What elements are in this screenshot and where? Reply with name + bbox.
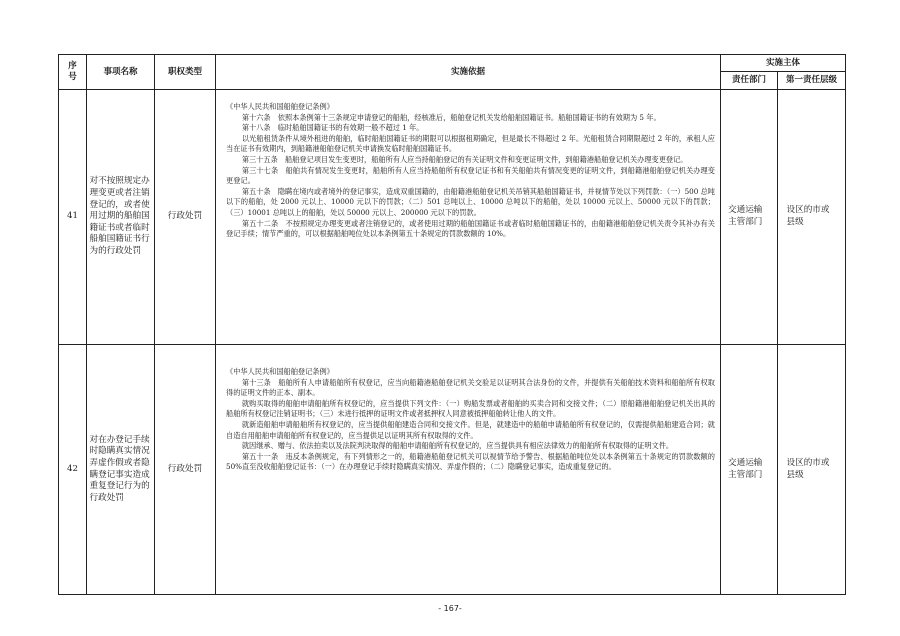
item-name-text: 对在办登记手续时隐瞒真实情况弄虚作假或者隐瞒登记事实造成重复登记行为的行政处罚 — [89, 434, 150, 503]
basis-clause: 就因继承、赠与、依法拍卖以及法院判决取得的船舶申请船舶所有权登记的，应当提供具有相应法律效力的船舶所有权取得的证明文件。 — [241, 441, 674, 451]
row-level — [778, 90, 846, 345]
row-item-name — [87, 345, 155, 595]
item-name-text: 对不按照规定办理变更或者注销登记的，或者使用过期的船舶国籍证书或者临时船舶国籍证书行为的行政处罚 — [89, 176, 150, 256]
basis-text — [226, 345, 715, 473]
page-number: - 167- — [438, 604, 462, 613]
header-dept: 责任部门 — [721, 72, 778, 90]
basis-clause: 第十六条 依照本条例第十三条规定申请登记的船舶，经核准后，船舶登记机关发给船舶国籍证书。船舶国籍证书的有效期为 5 年。 — [241, 112, 661, 122]
row-dept — [721, 345, 778, 595]
basis-clause: 第三十五条 船舶登记项目发生变更时，船舶所有人应当持船舶登记的有关证明文件和变更证明文件，到船籍港船舶登记机关办理变更登记。 — [241, 154, 688, 164]
basis-clause: 第五十二条 不按照规定办理变更或者注销登记的，或者使用过期的船舶国籍证书或者临时船舶国籍证书的，由船籍港船舶登记机关责令其补办有关登记手续；情节严重的，可以根据船舶吨位处以本条例第五十条规定的罚款数额的 10%。 — [226, 218, 715, 239]
law-title: 《中华人民共和国船舶登记条例》 — [226, 102, 334, 111]
row-dept — [721, 90, 778, 345]
header-subject: 实施主体 — [721, 55, 846, 72]
level-text: 设区的市或县级 — [786, 457, 830, 480]
basis-clause: 第五十一条 违反本条例规定，有下列情形之一的，船籍港船舶登记机关可以视情节给予警告、根据船舶吨位处以本条例第五十条规定的罚款数额的 50%直至没收船舶登记证书：（一）在办理登记手续时隐瞒真实情况、弄虚作假的；（二）隐瞒登记事实，造成重复登记的。 — [226, 451, 715, 472]
dept-text: 交通运输主管部门 — [728, 205, 763, 227]
row-basis — [216, 345, 721, 595]
header-level: 第一责任层级 — [778, 72, 846, 90]
basis-clause: 就新造船舶申请船舶所有权登记的，应当提供船舶建造合同和交接文件。但是，就建造中的船舶申请船舶所有权登记的，仅需提供船舶建造合同；就自造自用船舶申请船舶所有权登记的，应当提供足以证明其所有权取得的文件。 — [226, 419, 715, 440]
basis-clause: 就购买取得的船舶申请船舶所有权登记的，应当提供下列文件：（一）购船发票或者船舶的买卖合同和交接文件；（二）原船籍港船舶登记机关出具的船舶所有权登记注销证明书；（三）未进行抵押的证明文件或者抵押权人同意被抵押船舶转让他人的文件。 — [226, 398, 715, 419]
row-authority-type: 行政处罚 — [155, 345, 216, 595]
table-row — [59, 345, 846, 595]
basis-clause: 第五十条 隐瞒在境内或者境外的登记事实，造成双重国籍的，由船籍港船舶登记机关吊销其船舶国籍证书，并视情节处以下列罚款：（一）500 总吨以下的船舶，处 2000 元以上、10000 元以下的罚款；（二）501 总吨以上、10000 总吨以下的船舶，处以 10000 元以上、50000 元以下的罚款；（三）10001 总吨以上的船舶，处以 50000 元以上、200000 元以下的罚款。 — [226, 186, 715, 217]
row-no: 41 — [59, 90, 87, 345]
row-basis — [216, 90, 721, 345]
basis-clause: 第十三条 船舶所有人申请船舶所有权登记，应当向船籍港船舶登记机关交验足以证明其合法身份的文件，并提供有关船舶技术资料和船舶所有权取得的证明文件的正本、副本。 — [226, 377, 715, 398]
header-basis: 实施依据 — [216, 55, 721, 90]
basis-clause: 第三十七条 船舶共有情况发生变更时，船舶所有人应当持船舶所有权登记证书和有关船舶共有情况变更的证明文件，到船籍港船舶登记机关办理变更登记。 — [226, 165, 715, 186]
header-name: 事项名称 — [87, 55, 155, 90]
header-type: 职权类型 — [155, 55, 216, 90]
row-item-name — [87, 90, 155, 345]
law-title: 《中华人民共和国船舶登记条例》 — [226, 367, 334, 376]
row-no: 42 — [59, 345, 87, 595]
basis-clause: 第十八条 临时船舶国籍证书的有效期一般不超过 1 年。 — [241, 123, 424, 133]
row-authority-type: 行政处罚 — [155, 90, 216, 345]
level-text: 设区的市或县级 — [786, 205, 830, 227]
basis-text — [226, 90, 715, 240]
basis-clause: 以光船租赁条件从境外租进的船舶，临时船舶国籍证书的期限可以根据租期确定，但是最长不得超过 2 年。光船租赁合同期限超过 2 年的，承租人应当在证书有效期内，到船籍港船舶登记机关申请换发临时船舶国籍证书。 — [226, 133, 715, 154]
authority-table — [58, 54, 846, 595]
dept-text: 交通运输主管部门 — [728, 457, 763, 480]
header-row-top — [59, 55, 846, 72]
table-row — [59, 90, 846, 345]
header-no: 序号 — [59, 55, 87, 90]
row-level — [778, 345, 846, 595]
